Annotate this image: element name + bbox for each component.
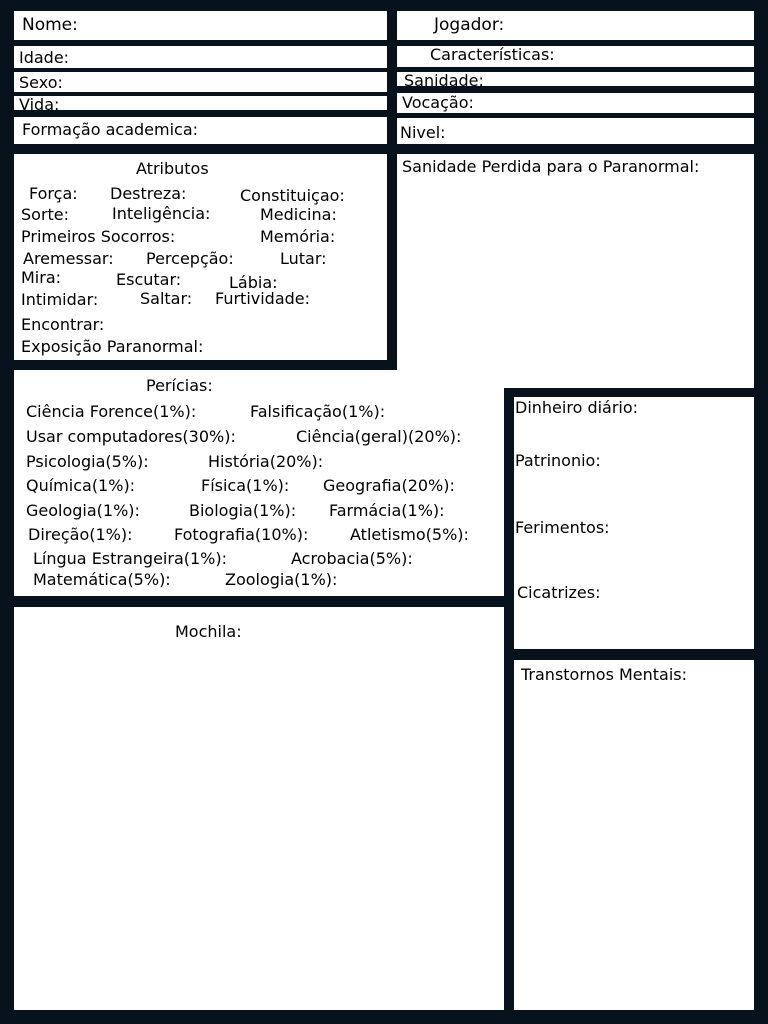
pericia-fisica: Física(1%): <box>201 476 290 495</box>
pericia-fotografia: Fotografia(10%): <box>174 525 309 544</box>
pericia-lingua-estrangeira: Língua Estrangeira(1%): <box>33 549 228 568</box>
pericia-farmacia: Farmácia(1%): <box>329 501 445 520</box>
field-jogador[interactable] <box>397 11 754 40</box>
pericia-atletismo: Atletismo(5%): <box>350 525 469 544</box>
field-nivel[interactable] <box>397 118 754 144</box>
mochila-box[interactable] <box>14 607 504 1010</box>
field-formacao-label: Formação academica: <box>22 120 199 139</box>
pericia-acrobacia: Acrobacia(5%): <box>291 549 413 568</box>
atributo-sorte: Sorte: <box>21 205 70 224</box>
atributo-percepcao: Percepção: <box>146 249 234 268</box>
pericias-title: Perícias: <box>146 376 213 395</box>
field-idade[interactable] <box>14 46 387 68</box>
sanidade-perdida-box[interactable] <box>397 154 754 388</box>
field-caracteristicas-label: Características: <box>430 46 555 64</box>
field-nome-label: Nome: <box>22 15 78 35</box>
pericia-ciencia-forence: Ciência Forence(1%): <box>26 402 197 421</box>
pericia-zoologia: Zoologia(1%): <box>225 570 338 589</box>
field-caracteristicas[interactable] <box>397 46 754 67</box>
pericia-usar-computadores: Usar computadores(30%): <box>26 427 236 446</box>
transtornos-label: Transtornos Mentais: <box>521 665 688 684</box>
atributo-constituicao: Constituiçao: <box>240 186 345 205</box>
patrimonio-label: Patrinonio: <box>515 451 601 470</box>
pericias-box <box>14 370 504 596</box>
field-vocacao[interactable] <box>397 93 754 113</box>
pericia-geologia: Geologia(1%): <box>26 501 140 520</box>
atributo-mira: Mira: <box>21 268 62 287</box>
atributos-box <box>14 154 387 360</box>
pericia-matematica: Matemática(5%): <box>33 570 171 589</box>
atributo-primeiros-socorros: Primeiros Socorros: <box>21 227 176 246</box>
field-vocacao-label: Vocação: <box>402 93 474 112</box>
pericia-geografia: Geografia(20%): <box>323 476 455 495</box>
atributo-intimidar: Intimidar: <box>21 290 99 309</box>
atributo-destreza: Destreza: <box>110 184 187 203</box>
atributo-exposicao-paranormal: Exposição Paranormal: <box>21 337 204 356</box>
atributo-labia: Lábia: <box>229 273 278 292</box>
atributo-forca: Força: <box>29 184 78 203</box>
atributo-medicina: Medicina: <box>260 205 337 224</box>
atributo-furtividade: Furtividade: <box>215 289 311 308</box>
pericia-biologia: Biologia(1%): <box>189 501 297 520</box>
field-jogador-label: Jogador: <box>434 15 505 35</box>
field-sexo[interactable] <box>14 72 387 92</box>
field-formacao[interactable] <box>14 117 387 144</box>
field-vida[interactable] <box>14 96 387 110</box>
finance-box[interactable] <box>514 397 754 649</box>
atributo-aremessar: Aremessar: <box>23 249 114 268</box>
pericia-ciencia-geral: Ciência(geral)(20%): <box>296 427 462 446</box>
pericia-psicologia: Psicologia(5%): <box>26 452 149 471</box>
cicatrizes-label: Cicatrizes: <box>517 583 601 602</box>
transtornos-box[interactable] <box>514 660 754 1010</box>
field-sanidade-label: Sanidade: <box>404 72 484 86</box>
field-vida-label: Vida: <box>19 96 60 110</box>
pericia-quimica: Química(1%): <box>26 476 136 495</box>
atributo-inteligencia: Inteligência: <box>112 204 211 223</box>
atributo-saltar: Saltar: <box>140 289 193 308</box>
pericia-direcao: Direção(1%): <box>28 525 133 544</box>
field-nome[interactable] <box>14 11 387 40</box>
field-nivel-label: Nivel: <box>400 123 446 142</box>
ferimentos-label: Ferimentos: <box>515 518 610 537</box>
field-sanidade[interactable] <box>397 72 754 86</box>
mochila-label: Mochila: <box>175 622 242 641</box>
field-sexo-label: Sexo: <box>19 73 63 92</box>
sanidade-perdida-label: Sanidade Perdida para o Paranormal: <box>402 157 700 176</box>
field-idade-label: Idade: <box>19 48 70 67</box>
pericia-falsificacao: Falsificação(1%): <box>250 402 386 421</box>
atributo-memoria: Memória: <box>260 227 336 246</box>
dinheiro-diario-label: Dinheiro diário: <box>515 398 639 417</box>
pericia-historia: História(20%): <box>208 452 324 471</box>
atributo-encontrar: Encontrar: <box>21 315 105 334</box>
atributo-lutar: Lutar: <box>280 249 327 268</box>
atributos-title: Atributos <box>136 159 209 178</box>
atributo-escutar: Escutar: <box>116 270 182 289</box>
